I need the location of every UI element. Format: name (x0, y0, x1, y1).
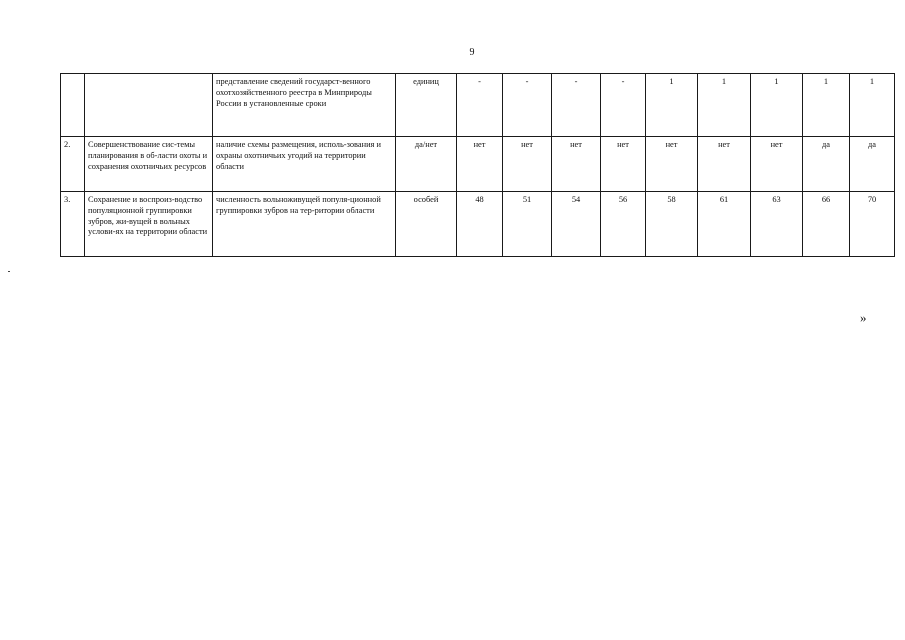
value-cell: - (601, 74, 646, 137)
indicator-name: численность вольноживущей популя-ционной группировки зубров на тер-ритории области (213, 192, 396, 257)
value-cell: 48 (457, 192, 503, 257)
activity-name: Сохранение и воспроиз-водство популяционной группировки зубров, жи-вущей в вольных услови-ях на территории области (85, 192, 213, 257)
value-cell: да (850, 137, 895, 192)
row-number: 3. (61, 192, 85, 257)
value-cell: - (457, 74, 503, 137)
value-cell: 54 (552, 192, 601, 257)
value-cell: 1 (646, 74, 698, 137)
indicators-table (60, 73, 895, 257)
unit-cell: особей (396, 192, 457, 257)
value-cell: 1 (698, 74, 751, 137)
value-cell: нет (646, 137, 698, 192)
value-cell: 1 (751, 74, 803, 137)
table-row (61, 192, 895, 257)
value-cell: 63 (751, 192, 803, 257)
closing-quote-mark: » (860, 310, 867, 325)
value-cell: 51 (503, 192, 552, 257)
value-cell: - (503, 74, 552, 137)
value-cell: нет (552, 137, 601, 192)
page-number: 9 (469, 47, 475, 58)
unit-cell: да/нет (396, 137, 457, 192)
value-cell: да (803, 137, 850, 192)
value-cell: 1 (850, 74, 895, 137)
value-cell: 61 (698, 192, 751, 257)
row-number: 2. (61, 137, 85, 192)
indicator-name: наличие схемы размещения, исполь-зования и охраны охотничьих угодий на территории области (213, 137, 396, 192)
indicator-name: представление сведений государст-венного охотхозяйственного реестра в Минприроды России в установленные сроки (213, 74, 396, 137)
value-cell: нет (601, 137, 646, 192)
value-cell: 66 (803, 192, 850, 257)
value-cell: 58 (646, 192, 698, 257)
value-cell: нет (457, 137, 503, 192)
activity-name: Совершенствование сис-темы планирования в об-ласти охоты и сохранения охотничьих ресурсов (85, 137, 213, 192)
activity-name (85, 74, 213, 137)
value-cell: нет (503, 137, 552, 192)
value-cell: - (552, 74, 601, 137)
value-cell: 70 (850, 192, 895, 257)
value-cell: нет (698, 137, 751, 192)
value-cell: 1 (803, 74, 850, 137)
row-number (61, 74, 85, 137)
table-row (61, 137, 895, 192)
value-cell: нет (751, 137, 803, 192)
margin-speck (8, 271, 10, 272)
unit-cell: единиц (396, 74, 457, 137)
value-cell: 56 (601, 192, 646, 257)
table-row (61, 74, 895, 137)
